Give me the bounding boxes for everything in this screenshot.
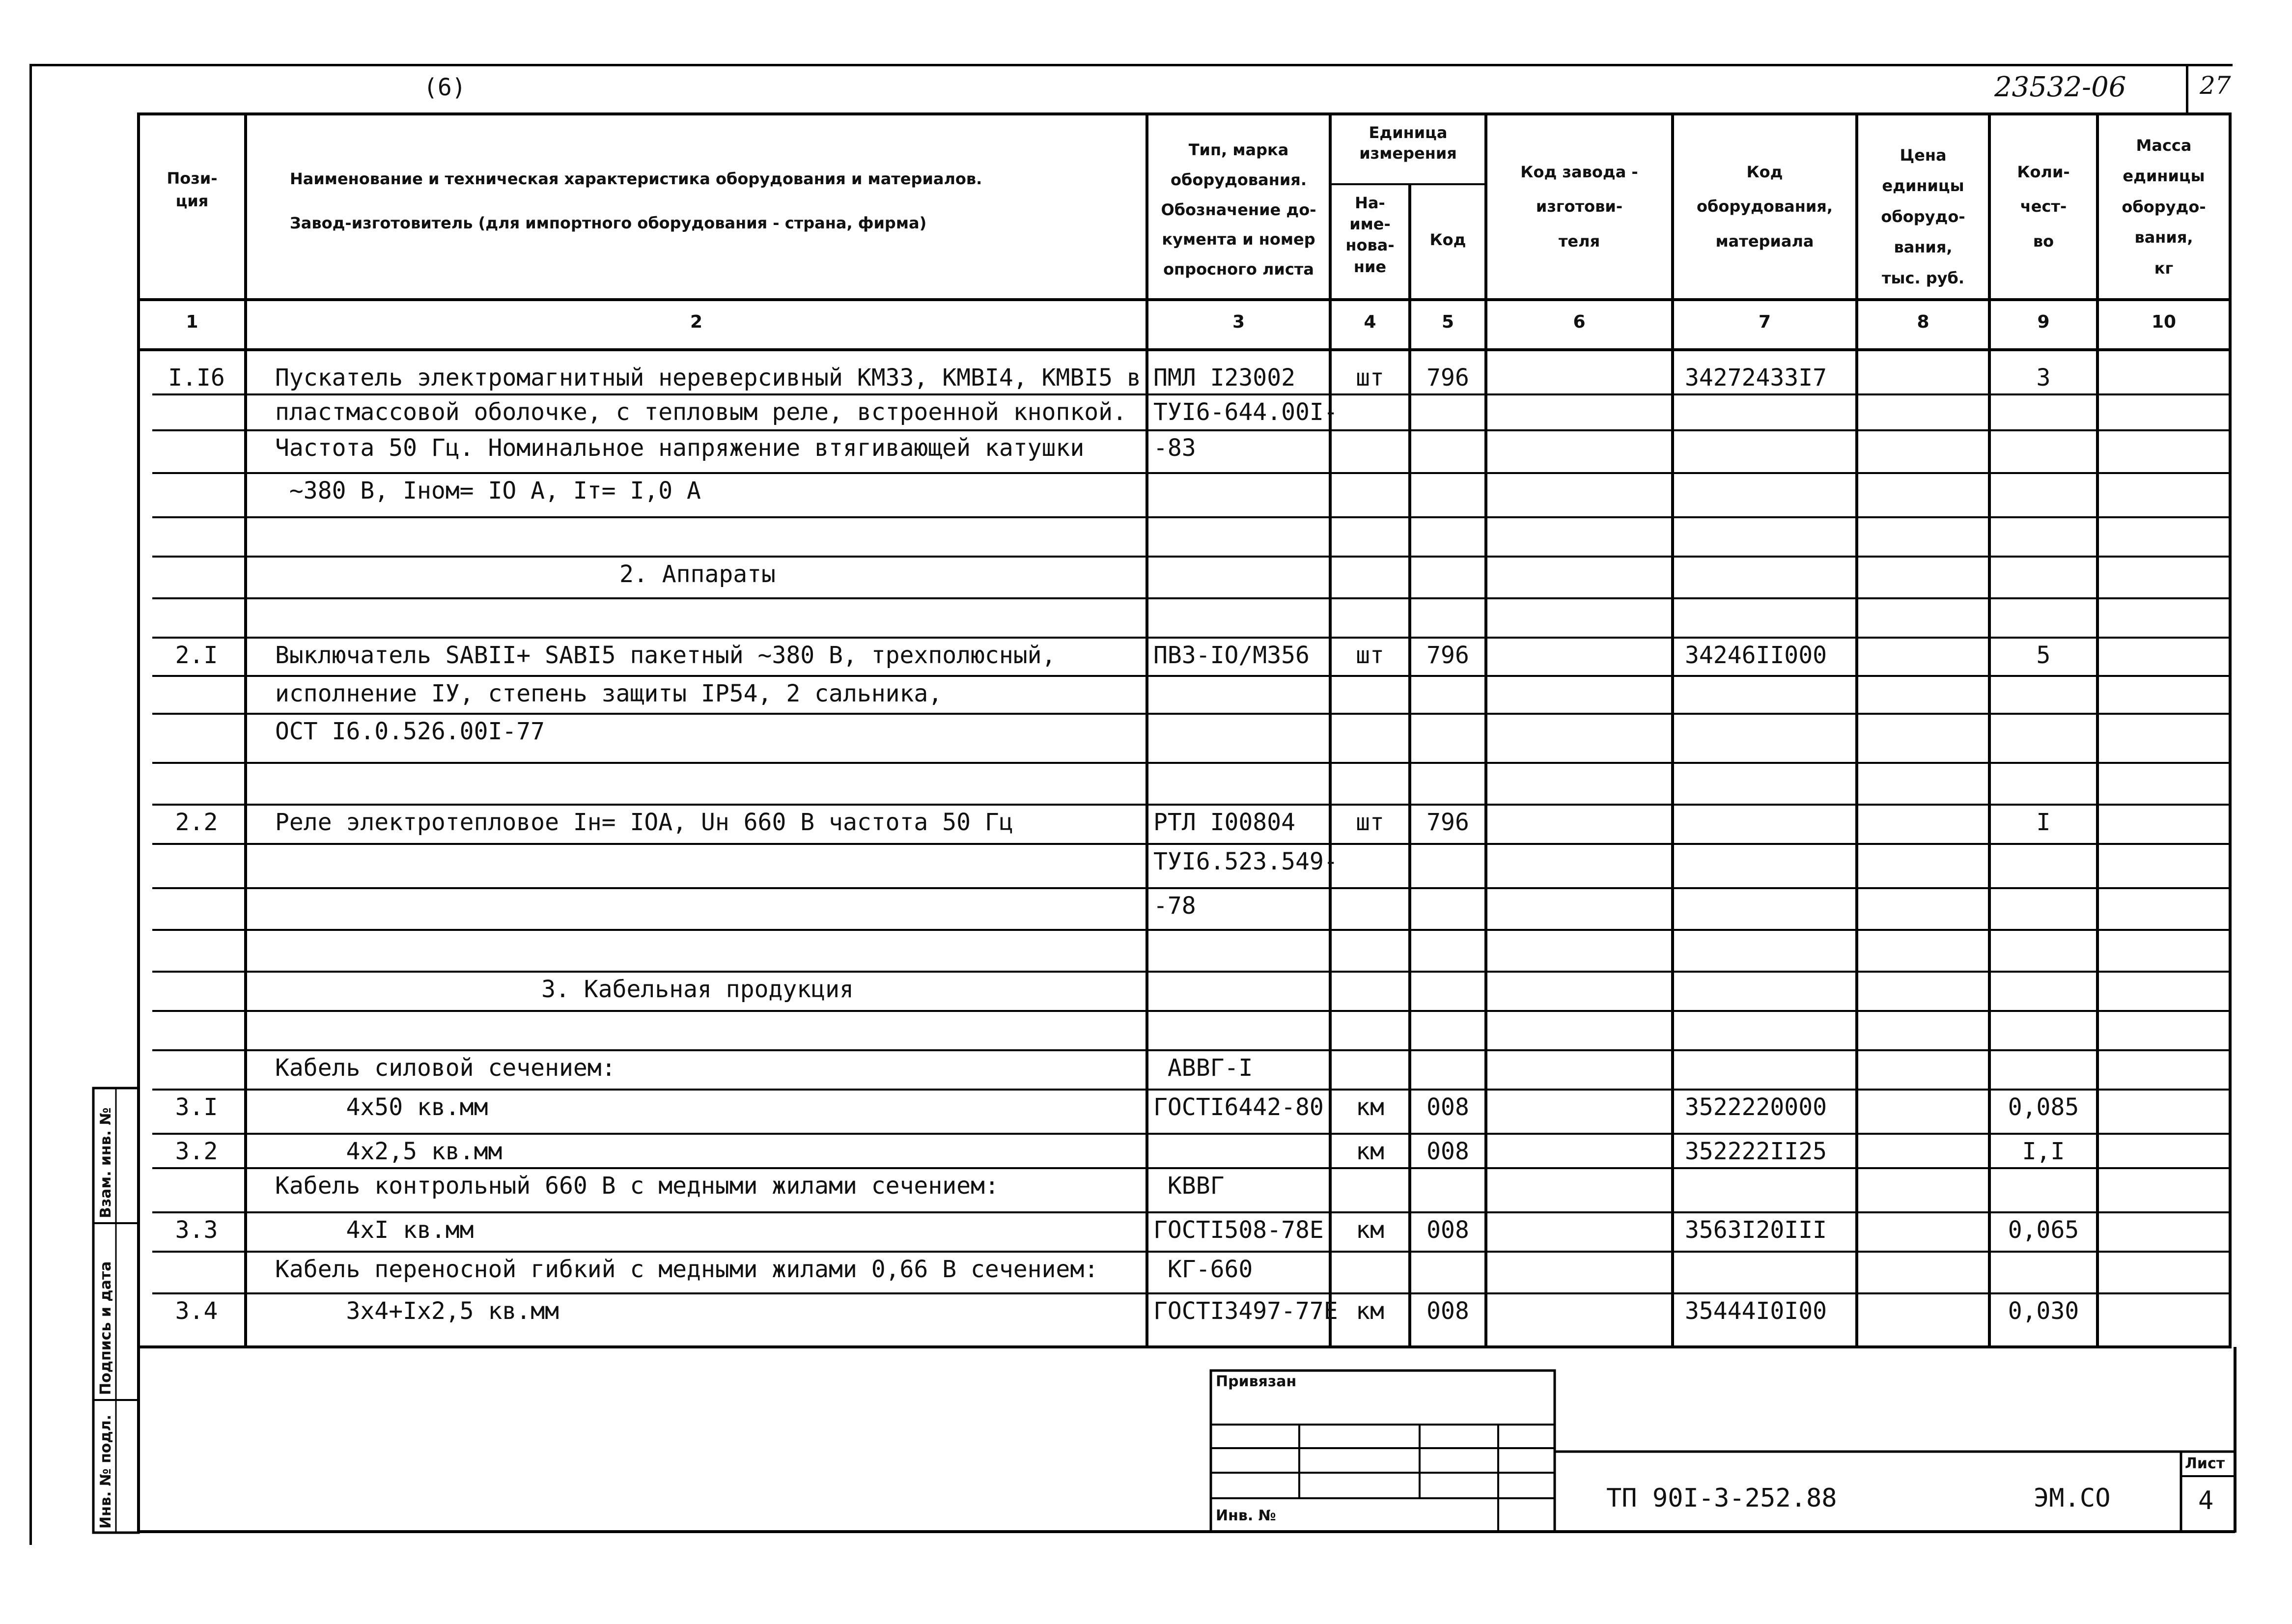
- name-cell: Кабель силовой сечением:: [275, 1054, 616, 1082]
- column-number: 8: [1917, 312, 1929, 332]
- header-name: Наименование и техническая характеристика оборудования и материалов. Завод-изготовитель (для импортного оборудования - страна, фирма): [290, 169, 982, 232]
- header-mass: Масса единицы оборудо- вания, кг: [2122, 136, 2206, 278]
- stamp-sheet-no: 4: [2198, 1486, 2214, 1515]
- name-cell: Выключатель SABII+ SABI5 пакетный ~380 В, трехполюсный,: [275, 642, 1056, 669]
- unit-code-cell: 008: [1426, 1138, 1469, 1165]
- column-number: 4: [1364, 312, 1376, 332]
- header-type: Тип, марка оборудования. Обозначение до- кумента и номер опросного листа: [1161, 140, 1316, 279]
- unit-name-cell: шт: [1356, 364, 1384, 392]
- equipment-code-cell: 35444I0I00: [1685, 1297, 1827, 1325]
- type-cell: РТЛ I00804: [1153, 809, 1295, 836]
- stamp-doc-code: ТП 90I-3-252.88: [1606, 1484, 1837, 1513]
- stamp-sheet-label: Лист: [2185, 1455, 2225, 1472]
- header-position: Пози- ция: [167, 169, 218, 211]
- column-number: 1: [186, 312, 198, 332]
- unit-code-cell: 796: [1426, 809, 1469, 836]
- type-cell: ГОСТI3497-77Е: [1153, 1297, 1338, 1325]
- side-inv-podl: Инв. № подл.: [97, 1414, 114, 1529]
- type-cell: ГОСТI508-78Е: [1153, 1216, 1324, 1244]
- equipment-code-cell: 34272433I7: [1685, 364, 1827, 392]
- type-cell: КВВГ: [1153, 1172, 1225, 1200]
- unit-name-cell: км: [1356, 1216, 1384, 1244]
- quantity-cell: 5: [2036, 642, 2051, 669]
- equipment-code-cell: 3563I20III: [1685, 1216, 1827, 1244]
- equipment-code-cell: 352222II25: [1685, 1138, 1827, 1165]
- stamp-privyazan: Привязан: [1216, 1373, 1297, 1390]
- quantity-cell: 0,085: [2008, 1093, 2079, 1121]
- name-cell: 4х2,5 кв.мм: [275, 1138, 503, 1165]
- quantity-cell: 0,030: [2008, 1297, 2079, 1325]
- unit-code-cell: 796: [1426, 364, 1469, 392]
- name-cell: ~380 В, Iном= IO А, Iт= I,0 А: [275, 477, 701, 504]
- type-cell: -78: [1153, 892, 1196, 920]
- side-podpis: Подпись и дата: [97, 1261, 114, 1395]
- quantity-cell: 0,065: [2008, 1216, 2079, 1244]
- name-cell: 4хI кв.мм: [275, 1216, 474, 1244]
- name-cell: 4х50 кв.мм: [275, 1093, 488, 1121]
- unit-name-cell: шт: [1356, 809, 1384, 836]
- name-cell: ОСТ I6.0.526.00I-77: [275, 718, 545, 745]
- name-cell: Частота 50 Гц. Номинальное напряжение втягивающей катушки: [275, 434, 1085, 462]
- unit-code-cell: 008: [1426, 1297, 1469, 1325]
- name-cell: Пускатель электромагнитный нереверсивный КМЗЗ, КМВI4, КМВI5 в: [275, 364, 1141, 392]
- column-number: 5: [1441, 312, 1454, 332]
- position-cell: 2.I: [175, 642, 218, 669]
- unit-code-cell: 008: [1426, 1216, 1469, 1244]
- type-cell: ТУI6.523.549-: [1153, 848, 1338, 875]
- side-vzam: Взам. инв. №: [97, 1107, 114, 1218]
- unit-code-cell: 796: [1426, 642, 1469, 669]
- section-heading: 2. Аппараты: [619, 560, 776, 588]
- position-cell: 3.I: [175, 1093, 218, 1121]
- handwritten-page: 27: [2200, 71, 2231, 100]
- column-number: 10: [2151, 312, 2177, 332]
- name-cell: 3х4+Iх2,5 кв.мм: [275, 1297, 559, 1325]
- position-cell: 3.3: [175, 1216, 218, 1244]
- sheet-marker: (6): [423, 74, 466, 101]
- name-cell: Кабель контрольный 660 В с медными жилами сечением:: [275, 1172, 999, 1200]
- name-cell: исполнение IУ, степень защиты IP54, 2 сальника,: [275, 680, 943, 707]
- type-cell: АВВГ-I: [1153, 1054, 1253, 1082]
- header-price: Цена единицы оборудо- вания, тыс. руб.: [1881, 146, 1965, 287]
- stamp-mark: ЭМ.СО: [2034, 1484, 2111, 1513]
- name-cell: Кабель переносной гибкий с медными жилами 0,66 В сечением:: [275, 1256, 1099, 1283]
- type-cell: -83: [1153, 434, 1196, 462]
- header-unit-code: Код: [1429, 230, 1466, 249]
- column-number: 3: [1232, 312, 1245, 332]
- unit-name-cell: км: [1356, 1093, 1384, 1121]
- type-cell: ПВЗ-IO/М356: [1153, 642, 1310, 669]
- section-heading: 3. Кабельная продукция: [541, 976, 854, 1003]
- header-quantity: Коли- чест- во: [2017, 163, 2070, 251]
- type-cell: ПМЛ I23002: [1153, 364, 1295, 392]
- unit-code-cell: 008: [1426, 1093, 1469, 1121]
- type-cell: ТУI6-644.00I-: [1153, 398, 1338, 426]
- name-cell: пластмассовой оболочке, с тепловым реле, встроенной кнопкой.: [275, 398, 1127, 426]
- equipment-code-cell: 34246II000: [1685, 642, 1827, 669]
- column-number: 2: [690, 312, 703, 332]
- header-factory-code: Код завода - изготови- теля: [1520, 163, 1638, 251]
- quantity-cell: 3: [2036, 364, 2051, 392]
- header-unit-group: Единица измерения: [1359, 123, 1457, 163]
- type-cell: ГОСТI6442-80: [1153, 1093, 1324, 1121]
- header-unit-name: На- име- нова- ние: [1345, 194, 1395, 276]
- header-equipment-code: Код оборудования, материала: [1697, 163, 1833, 251]
- equipment-code-cell: 3522220000: [1685, 1093, 1827, 1121]
- column-number: 7: [1758, 312, 1771, 332]
- stamp-inv-no: Инв. №: [1216, 1507, 1276, 1524]
- position-cell: 2.2: [175, 809, 218, 836]
- name-cell: Реле электротепловое Iн= IOA, Uн 660 В частота 50 Гц: [275, 809, 1013, 836]
- column-number: 9: [2037, 312, 2050, 332]
- position-cell: 3.4: [175, 1297, 218, 1325]
- unit-name-cell: км: [1356, 1297, 1384, 1325]
- unit-name-cell: шт: [1356, 642, 1384, 669]
- quantity-cell: I,I: [2022, 1138, 2065, 1165]
- column-number: 6: [1573, 312, 1586, 332]
- quantity-cell: I: [2036, 809, 2051, 836]
- handwritten-code: 23532-06: [1994, 71, 2126, 103]
- unit-name-cell: км: [1356, 1138, 1384, 1165]
- position-cell: 3.2: [175, 1138, 218, 1165]
- type-cell: КГ-660: [1153, 1256, 1253, 1283]
- position-cell: I.I6: [168, 364, 225, 392]
